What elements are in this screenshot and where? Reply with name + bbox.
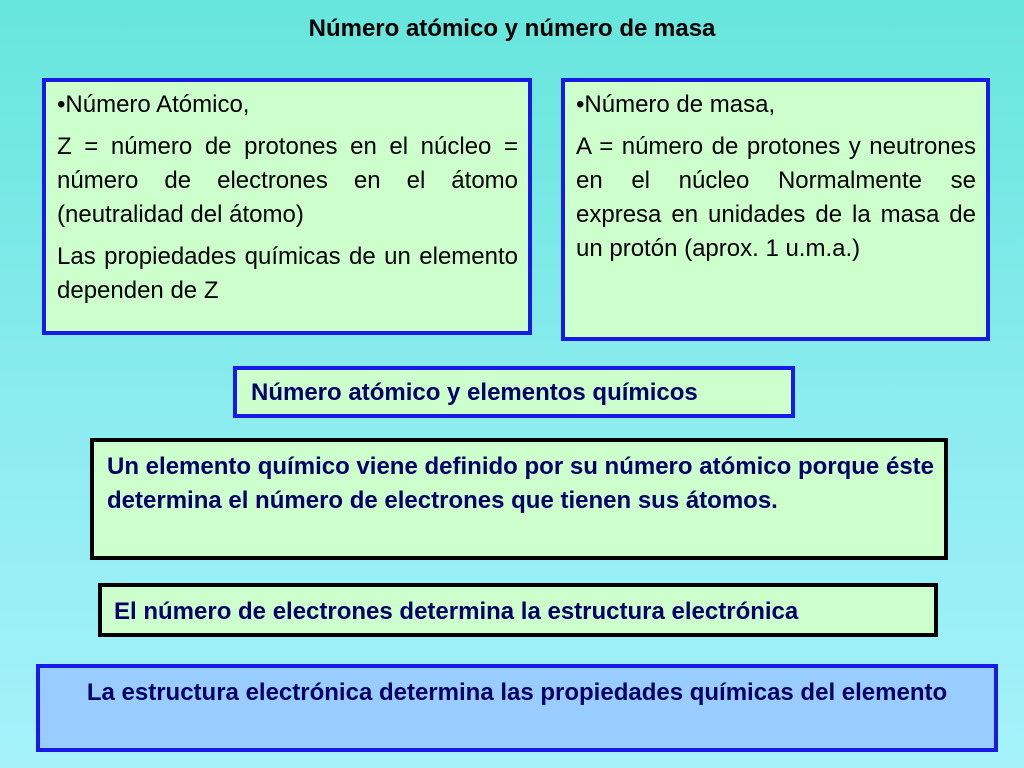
- chemical-properties-box: La estructura electrónica determina las propiedades químicas del elemento: [36, 664, 998, 752]
- element-definition-box: Un elemento químico viene definido por su número atómico porque éste determina el número de electrones que tienen sus átomos.: [90, 438, 948, 560]
- atomic-number-note: Las propiedades químicas de un elemento dependen de Z: [57, 243, 518, 304]
- atomic-number-definition: Z = número de protones en el núcleo = número de electrones en el átomo (neutralidad del átomo): [57, 133, 518, 228]
- mass-number-definition: A = número de protones y neutrones en el núcleo Normalmente se expresa en unidades de la masa de un protón (aprox. 1 u.m.a.): [576, 133, 976, 262]
- atomic-number-box: [42, 78, 532, 335]
- electron-structure-label: El número de electrones determina la estructura electrónica: [98, 583, 938, 637]
- mass-number-box: [561, 78, 990, 341]
- atomic-number-elements-label: Número atómico y elementos químicos: [233, 366, 795, 418]
- slide-title: Número atómico y número de masa: [308, 15, 716, 42]
- mass-number-heading: •Número de masa,: [576, 91, 776, 118]
- atomic-number-heading: •Número Atómico,: [57, 91, 250, 118]
